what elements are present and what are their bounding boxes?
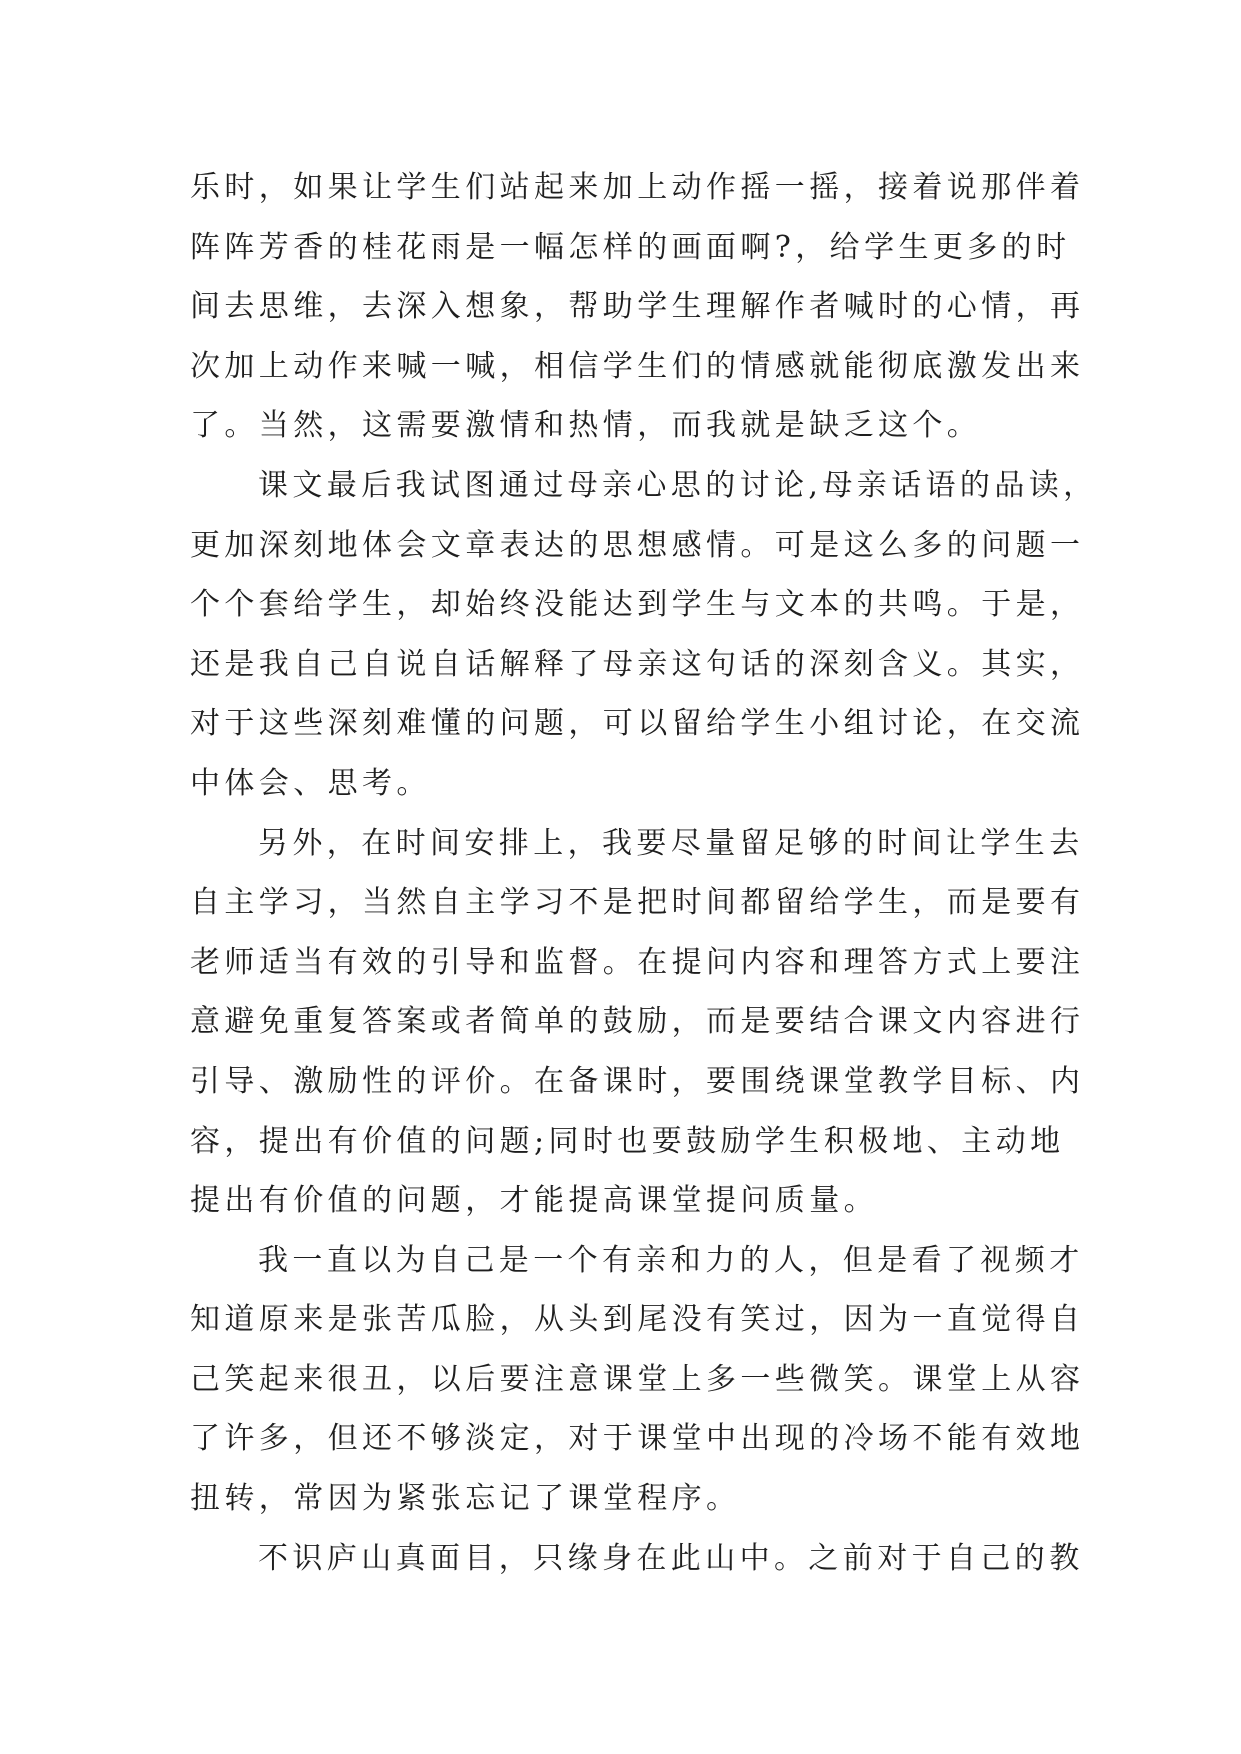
text-line: 知道原来是张苦瓜脸，从头到尾没有笑过，因为一直觉得自 [190,1302,1085,1338]
text-line: 不识庐山真面目，只缘身在此山中。之前对于自己的教 [258,1540,1084,1576]
text-line: 意避免重复答案或者简单的鼓励，而是要结合课文内容进行 [190,1004,1085,1040]
text-line: 还是我自己自说自话解释了母亲这句话的深刻含义。其实， [190,646,1085,682]
text-line: 容，提出有价值的问题;同时也要鼓励学生积极地、主动地 [190,1123,1065,1159]
text-line: 次加上动作来喊一喊，相信学生们的情感就能彻底激发出来 [190,348,1085,384]
text-line: 自主学习，当然自主学习不是把时间都留给学生，而是要有 [190,885,1085,921]
text-line: 间去思维，去深入想象，帮助学生理解作者喊时的心情，再 [190,289,1085,325]
text-line: 中体会、思考。 [190,765,431,801]
text-line: 老师适当有效的引导和监督。在提问内容和理答方式上要注 [190,944,1085,980]
body-text [190,158,1098,1588]
text-line: 了。当然，这需要激情和热情，而我就是缺乏这个。 [190,408,982,444]
text-line: 扭转，常因为紧张忘记了课堂程序。 [190,1481,741,1517]
text-line: 我一直以为自己是一个有亲和力的人，但是看了视频才 [258,1242,1084,1278]
text-line: 更加深刻地体会文章表达的思想感情。可是这么多的问题一 [190,527,1085,563]
text-line: 阵阵芳香的桂花雨是一幅怎样的画面啊?，给学生更多的时 [190,229,1071,265]
text-line: 对于这些深刻难懂的问题，可以留给学生小组讨论，在交流 [190,706,1085,742]
text-line: 引导、激励性的评价。在备课时，要围绕课堂教学目标、内 [190,1063,1085,1099]
text-line: 提出有价值的问题，才能提高课堂提问质量。 [190,1183,878,1219]
text-line: 了许多，但还不够淡定，对于课堂中出现的冷场不能有效地 [190,1421,1085,1457]
text-line: 课文最后我试图通过母亲心思的讨论,母亲话语的品读， [258,467,1098,503]
text-line: 个个套给学生，却始终没能达到学生与文本的共鸣。于是， [190,587,1085,623]
text-line: 另外，在时间安排上，我要尽量留足够的时间让学生去 [258,825,1084,861]
text-line: 己笑起来很丑，以后要注意课堂上多一些微笑。课堂上从容 [190,1361,1085,1397]
text-line: 乐时，如果让学生们站起来加上动作摇一摇，接着说那伴着 [190,170,1085,205]
